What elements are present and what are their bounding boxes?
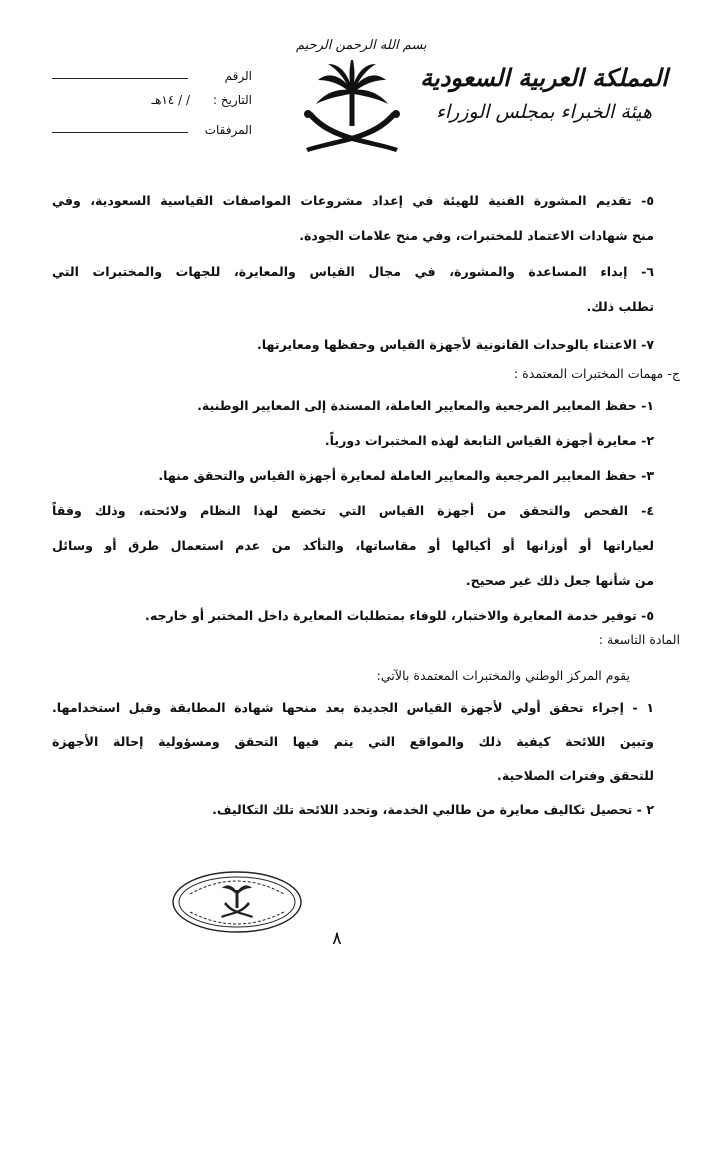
lab-task-2 xyxy=(52,432,654,450)
text-line: وتبين اللائحة كيفية ذلك والمواقع التي يتم فيها التحقق ومسؤولية إحالة الأجهزة xyxy=(52,734,654,749)
text-line: ٢- معايرة أجهزة القياس التابعة لهذه المختبرات دورياً. xyxy=(324,433,654,448)
text-line: المادة التاسعة : xyxy=(598,632,680,647)
text-line: للتحقق وفترات الصلاحية. xyxy=(497,768,654,783)
text-line: ٦- إبداء المساعدة والمشورة، في مجال القياس والمعايرة، للجهات والمختبرات التي xyxy=(52,264,654,279)
attachments-label: المرفقات xyxy=(204,123,252,137)
reference-field xyxy=(52,66,252,88)
text-line: تطلب ذلك. xyxy=(586,299,654,314)
text-line: ٤- الفحص والتحقق من أجهزة القياس التي تخضع لهذا النظام ولائحته، وذلك وفقاً xyxy=(52,503,654,518)
kingdom-name: المملكة العربية السعودية xyxy=(420,63,668,92)
item-6-assistance xyxy=(52,263,654,316)
text-line: ج- مهمات المختبرات المعتمدة : xyxy=(513,366,680,381)
lab-task-1 xyxy=(52,397,654,415)
text-line: ٢ - تحصيل تكاليف معايرة من طالبي الخدمة، وتحدد اللائحة تلك التكاليف. xyxy=(212,802,654,817)
article-nine-intro xyxy=(52,667,630,685)
lab-task-4 xyxy=(52,502,654,590)
lab-task-5 xyxy=(52,607,654,625)
article-nine-heading xyxy=(52,631,680,649)
palm-swords-emblem xyxy=(300,60,404,156)
basmala-calligraphy: بسم الله الرحمن الرحيم xyxy=(296,38,427,53)
attachments-field xyxy=(52,120,252,142)
reference-label: الرقم xyxy=(224,69,252,83)
issuer-header xyxy=(408,60,680,140)
page-number: ٨ xyxy=(332,928,342,949)
text-line: ٣- حفظ المعايير المرجعية والمعايير العاملة لمعايرة أجهزة القياس والتحقق منها. xyxy=(158,468,654,483)
date-field xyxy=(52,90,252,112)
text-line: لعياراتها أو أوزانها أو أكيالها أو مقاساتها، والتأكد من عدم استعمال طرق أو وسائل xyxy=(52,538,654,553)
commission-name: هيئة الخبراء بمجلس الوزراء xyxy=(435,101,653,123)
text-line: منح شهادات الاعتماد للمختبرات، وفي منح علامات الجودة. xyxy=(299,228,654,243)
text-line: يقوم المركز الوطني والمختبرات المعتمدة بالآتي: xyxy=(376,668,630,683)
document-body xyxy=(52,190,680,819)
article-nine-item-1 xyxy=(52,699,654,785)
text-line: من شأنها جعل ذلك غير صحيح. xyxy=(465,573,654,588)
date-label: التاريخ : xyxy=(212,93,252,107)
reference-line xyxy=(52,78,188,79)
text-line: ٥- توفير خدمة المعايرة والاختبار، للوفاء بمتطلبات المعايرة داخل المختبر أو خارجه. xyxy=(145,608,654,623)
article-nine-item-2 xyxy=(52,801,654,819)
date-value: / / ١٤هـ xyxy=(151,93,190,107)
text-line: ٧- الاعتناء بالوحدات القانونية لأجهزة القياس وحفظها ومعايرتها. xyxy=(257,337,654,352)
item-7-legal-units xyxy=(52,336,654,354)
item-5-standards xyxy=(52,192,654,245)
section-c-heading xyxy=(52,365,680,383)
official-seal xyxy=(170,870,304,934)
lab-task-3 xyxy=(52,467,654,485)
text-line: ١ - إجراء تحقق أولي لأجهزة القياس الجديدة بعد منحها شهادة المطابقة وقبل استخدامها. xyxy=(52,700,654,715)
text-line: ١- حفظ المعايير المرجعية والمعايير العاملة، المسندة إلى المعايير الوطنية. xyxy=(197,398,654,413)
attachments-line xyxy=(52,132,188,133)
text-line: ٥- تقديم المشورة الفنية للهيئة في إعداد مشروعات المواصفات القياسية السعودية، وفي xyxy=(52,193,654,208)
